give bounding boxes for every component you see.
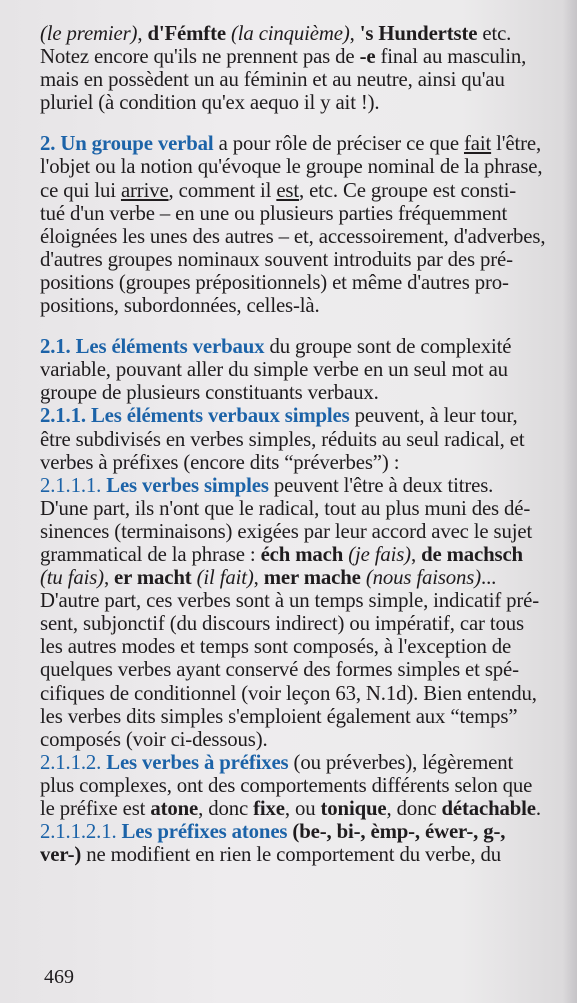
text-run: (le premier) (40, 22, 138, 45)
text-line (40, 566, 560, 589)
text-run: plus complexes, ont des comportements différents selon que (40, 773, 533, 797)
text-run: le préfixe est (40, 797, 151, 820)
text-line (40, 820, 560, 843)
text-run: les verbes dits simples s'emploient également aux “temps” (40, 704, 518, 728)
text-run: verbes à préfixes (encore dits “préverbes”) : (40, 450, 400, 474)
text-run: l'objet ou la notion qu'évoque le groupe nominal de la phrase, (40, 155, 543, 179)
text-run: ver-) (40, 843, 82, 867)
text-run: peuvent l'être à deux titres. (268, 473, 494, 497)
text-line (40, 705, 560, 728)
text-line (40, 381, 560, 404)
text-run: (nous faisons) (365, 566, 482, 590)
text-run: éch mach (260, 542, 344, 566)
text-line (40, 428, 560, 451)
text-run: 's Hundertste (359, 22, 478, 45)
text-run: , (410, 542, 422, 566)
text-run: les autres modes et temps sont composés, à l'exception de (40, 635, 512, 659)
text-line (40, 451, 560, 474)
text-run: er macht (114, 566, 192, 590)
paragraph-gap (40, 114, 560, 132)
text-run: l'être, (491, 132, 541, 156)
text-line (40, 497, 560, 520)
text-line (40, 658, 560, 681)
text-line (40, 520, 560, 543)
section-heading: 2.1.1. Les éléments verbaux simples (40, 404, 350, 428)
text-run: (je fais) (348, 542, 411, 566)
text-line (40, 797, 560, 820)
text-line (40, 22, 560, 45)
text-run: groupe de plusieurs constituants verbaux. (40, 381, 379, 405)
text-run: D'autre part, ces verbes sont à un temps simple, indicatif pré- (40, 589, 540, 613)
text-run: (be-, bi-, èmp-, éwer-, g-, (292, 820, 506, 844)
text-line (40, 271, 560, 294)
text-line (40, 474, 560, 497)
text-run: , comment il (168, 178, 277, 202)
section-number: 2.1.1.2.1. (40, 820, 122, 844)
text-run: (la cinquième) (231, 22, 350, 45)
text-line (40, 635, 560, 658)
text-line (40, 728, 560, 751)
text-line (40, 132, 560, 155)
text-run: etc. (477, 22, 512, 45)
text-run: , (349, 22, 360, 45)
text-run: cifiques de conditionnel (voir leçon 63, N.1d). Bien entendu, (40, 681, 537, 705)
text-line (40, 774, 560, 797)
text-run: quelques verbes ayant conservé des formes simples et spé- (40, 658, 519, 682)
text-run: mais en possèdent un au féminin et au neutre, ainsi qu'au (40, 68, 505, 92)
text-line (40, 751, 560, 774)
text-run: éloignées les unes des autres – et, accessoirement, d'adverbes, (40, 224, 546, 248)
text-run: détachable (441, 797, 536, 820)
text-line (40, 248, 560, 271)
section-heading: Les verbes simples (106, 473, 269, 497)
section-number: 2.1.1.2. (40, 750, 107, 774)
text-run: (il fait) (196, 566, 254, 590)
text-run: fait (463, 132, 492, 156)
text-run: Notez encore qu'ils ne prennent pas de (40, 45, 360, 69)
text-line (40, 682, 560, 705)
text-line (40, 179, 560, 202)
text-run: d'Fémfte (147, 22, 226, 45)
text-run: -e (359, 45, 376, 69)
text-run: du groupe sont de complexité (264, 335, 512, 359)
section-heading: Les verbes à préfixes (106, 750, 289, 774)
text-run: mer mache (263, 566, 361, 590)
text-run: tonique (320, 797, 387, 820)
section-heading: 2.1. Les éléments verbaux (40, 335, 265, 359)
text-run: ... (481, 566, 497, 590)
text-run: , (253, 566, 264, 590)
text-run: , (103, 566, 115, 590)
text-run: variable, pouvant aller du simple verbe en un seul mot au (40, 358, 508, 382)
text-run: , ou (284, 797, 321, 820)
text-run: (tu fais) (40, 566, 104, 590)
text-line (40, 225, 560, 248)
text-run: pluriel (à condition qu'ex aequo il y ait !). (40, 91, 380, 115)
text-line (40, 91, 560, 114)
text-run: positions, subordonnées, celles-là. (40, 294, 320, 318)
section-heading: Les préfixes atones (121, 820, 288, 844)
text-run: , etc. Ce groupe est consti- (299, 178, 516, 202)
text-run: composés (voir ci-dessous). (40, 727, 268, 751)
text-run: est (276, 178, 299, 202)
text-line (40, 335, 560, 358)
text-line (40, 843, 560, 866)
text-run: être subdivisés en verbes simples, réduits au seul radical, et (40, 427, 525, 451)
text-line (40, 543, 560, 566)
text-run: de machsch (421, 542, 523, 566)
text-run: a pour rôle de préciser ce que (213, 132, 464, 156)
text-run: sinences (terminaisons) exigées par leur accord avec le sujet (40, 519, 533, 543)
text-run: d'autres groupes nominaux souvent introduits par des pré- (40, 247, 513, 271)
text-line (40, 294, 560, 317)
text-run: D'une part, ils n'ont que le radical, tout au plus muni des dé- (40, 496, 531, 520)
text-run: final au masculin, (375, 45, 527, 69)
text-run: (ou préverbes), légèrement (288, 750, 514, 774)
text-run: arrive (120, 178, 169, 202)
text-run: , donc (386, 797, 442, 820)
text-run: fixe (253, 797, 285, 820)
text-line (40, 45, 560, 68)
text-run: ne modifient en rien le comportement du verbe, du (81, 843, 502, 867)
text-line (40, 589, 560, 612)
text-line (40, 68, 560, 91)
text-run: ce qui lui (40, 178, 121, 202)
text-run: sent, subjonctif (du discours indirect) ou impératif, car tous (40, 612, 524, 636)
section-number: 2.1.1.1. (40, 473, 107, 497)
text-run: atone (150, 797, 199, 820)
paragraph-gap (40, 317, 560, 335)
text-run: grammatical de la phrase : (40, 542, 261, 566)
text-line (40, 612, 560, 635)
text-line (40, 155, 560, 178)
text-run: . (535, 797, 541, 820)
text-line (40, 404, 560, 427)
text-run: peuvent, à leur tour, (349, 404, 518, 428)
section-heading: 2. Un groupe verbal (40, 132, 214, 156)
body-text (40, 22, 560, 866)
page-edge-shadow (563, 0, 577, 1003)
text-run: positions (groupes prépositionnels) et même d'autres pro- (40, 270, 509, 294)
text-run: tué d'un verbe – en une ou plusieurs parties fréquemment (40, 201, 508, 225)
page-number: 469 (44, 966, 74, 988)
text-run: , donc (198, 797, 254, 820)
text-line (40, 358, 560, 381)
text-line (40, 202, 560, 225)
text-run: , (137, 22, 148, 45)
